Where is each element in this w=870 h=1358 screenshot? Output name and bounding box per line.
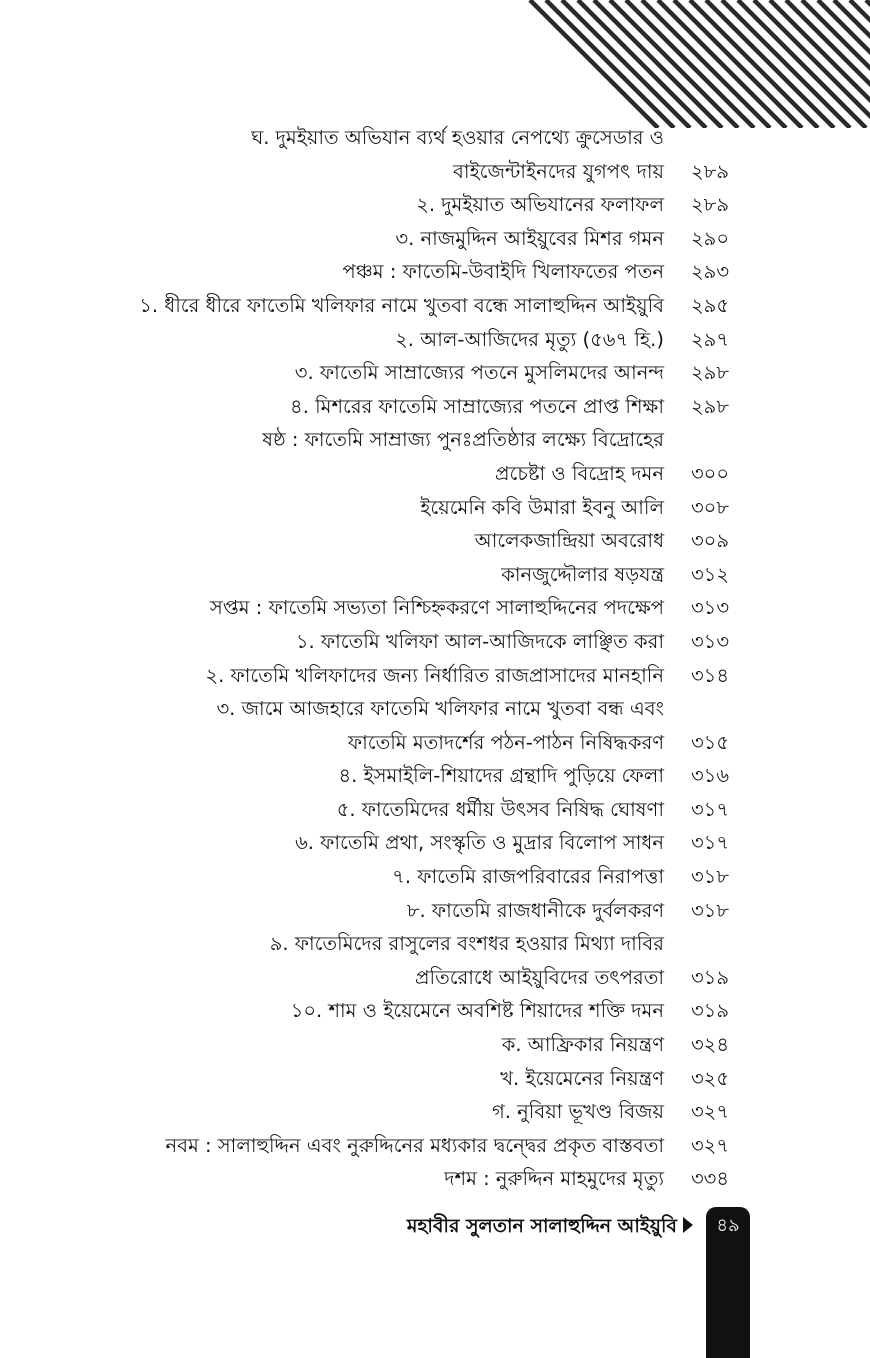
corner-stripe bbox=[610, 0, 738, 128]
toc-entry bbox=[0, 994, 870, 1028]
play-arrow-icon bbox=[683, 1217, 693, 1233]
toc-entry bbox=[0, 927, 870, 961]
corner-stripe bbox=[674, 0, 802, 128]
toc-entry-title: ৯. ফাতেমিদের রাসুলের বংশধর হওয়ার মিথ্যা দাবির bbox=[269, 932, 664, 956]
corner-stripe bbox=[626, 0, 754, 128]
toc-entry bbox=[0, 1028, 870, 1062]
toc-entry bbox=[0, 894, 870, 928]
toc-entry-page: ২৯৩ bbox=[691, 260, 730, 284]
toc-entry-page: ৩০০ bbox=[691, 461, 730, 485]
toc-entry-page: ৩০৯ bbox=[691, 529, 730, 553]
toc-entry-page: ৩১৬ bbox=[691, 764, 730, 788]
toc-entry-page: ২৮৯ bbox=[691, 193, 729, 217]
toc-entry bbox=[0, 860, 870, 894]
toc-entry-title: ৭. ফাতেমি রাজপরিবারের নিরাপত্তা bbox=[392, 865, 664, 889]
toc-entry-page: ৩১৭ bbox=[691, 797, 730, 821]
page-number-tab bbox=[706, 1207, 750, 1358]
corner-stripe bbox=[642, 0, 770, 128]
toc-entry bbox=[0, 692, 870, 726]
toc-entry-title: কানজুদ্দৌলার ষড়যন্ত্র bbox=[501, 562, 664, 586]
toc-entry bbox=[0, 323, 870, 357]
corner-stripe bbox=[546, 0, 674, 128]
corner-stripe bbox=[722, 0, 850, 128]
corner-stripe bbox=[594, 0, 722, 128]
corner-stripe bbox=[706, 0, 834, 128]
toc-entry-page: ৩০৮ bbox=[691, 495, 730, 519]
toc-entry bbox=[0, 1129, 870, 1163]
toc-entry-title: ফাতেমি মতাদর্শের পঠন-পাঠন নিষিদ্ধকরণ bbox=[347, 730, 664, 754]
toc-entry bbox=[0, 524, 870, 558]
toc-entry-title: ৬. ফাতেমি প্রথা, সংস্কৃতি ও মুদ্রার বিলোপ সাধন bbox=[295, 831, 664, 855]
toc-entry-page: ২৯৮ bbox=[691, 361, 729, 385]
toc-entry bbox=[0, 793, 870, 827]
toc-entry bbox=[0, 289, 870, 323]
toc-entry bbox=[0, 558, 870, 592]
toc-entry-title: ১. ফাতেমি খলিফা আল-আজিদকে লাঞ্ছিত করা bbox=[295, 629, 664, 653]
toc-entry-title: দশম : নুরুদ্দিন মাহমুদের মৃত্যু bbox=[444, 1167, 664, 1191]
toc-entry bbox=[0, 1162, 870, 1196]
toc-entry-page: ২৯৮ bbox=[691, 394, 729, 418]
toc-entry-title: পঞ্চম : ফাতেমি-উবাইদি খিলাফতের পতন bbox=[342, 260, 664, 284]
corner-stripe bbox=[690, 0, 818, 128]
toc-entry-title: ২. দুমইয়াত অভিযানের ফলাফল bbox=[416, 193, 664, 217]
toc-entry bbox=[0, 1095, 870, 1129]
toc-entry-title: বাইজেন্টাইনদের যুগপৎ দায় bbox=[453, 159, 664, 183]
toc-entry bbox=[0, 826, 870, 860]
toc-entry-title: খ. ইয়েমেনের নিয়ন্ত্রণ bbox=[500, 1066, 664, 1090]
toc-entry-page: ৩১৩ bbox=[691, 596, 730, 620]
toc-entry-page: ৩২৫ bbox=[691, 1066, 730, 1090]
toc-entry bbox=[0, 726, 870, 760]
toc-entry-page: ৩১৯ bbox=[691, 965, 729, 989]
toc-entry-page: ২৮৯ bbox=[691, 159, 729, 183]
toc-entry-title: প্রতিরোধে আইয়ুবিদের তৎপরতা bbox=[414, 965, 664, 989]
toc-entry-page: ২৯০ bbox=[691, 226, 730, 250]
toc-entry bbox=[0, 155, 870, 189]
corner-stripe bbox=[530, 0, 658, 128]
toc-entry-page: ২৯৭ bbox=[691, 327, 730, 351]
toc-entry bbox=[0, 625, 870, 659]
toc-entry-page: ৩১৯ bbox=[691, 999, 729, 1023]
toc-entry bbox=[0, 1062, 870, 1096]
toc-entry-page: ৩১৮ bbox=[691, 898, 729, 922]
page-number: ৪৯ bbox=[716, 1215, 740, 1236]
corner-stripe bbox=[738, 0, 866, 128]
corner-stripe bbox=[658, 0, 786, 128]
toc-entry-page: ৩১৪ bbox=[691, 663, 729, 687]
toc-entry-title: প্রচেষ্টা ও বিদ্রোহ দমন bbox=[494, 461, 664, 485]
toc-entry bbox=[0, 390, 870, 424]
toc-entry-page: ৩১৫ bbox=[691, 730, 729, 754]
toc-entry bbox=[0, 491, 870, 525]
toc-entry-page: ৩১৮ bbox=[691, 865, 729, 889]
toc-entry-title: ৪. ইসমাইলি-শিয়াদের গ্রন্থাদি পুড়িয়ে ফেলা bbox=[338, 764, 664, 788]
toc-entry bbox=[0, 188, 870, 222]
toc-entry-title: ৩. জামে আজহারে ফাতেমি খলিফার নামে খুতবা বন্ধ এবং bbox=[216, 697, 664, 721]
toc-entry-page: ৩১৩ bbox=[691, 629, 730, 653]
toc-entry bbox=[0, 356, 870, 390]
toc-entry-title: আলেকজান্দ্রিয়া অবরোধ bbox=[474, 529, 664, 553]
toc-entry bbox=[0, 121, 870, 155]
toc-entry-title: ৩. ফাতেমি সাম্রাজ্যের পতনে মুসলিমদের আনন্দ bbox=[294, 361, 664, 385]
corner-stripe bbox=[578, 0, 706, 128]
toc-entry bbox=[0, 457, 870, 491]
toc-entry bbox=[0, 961, 870, 995]
table-of-contents bbox=[0, 121, 870, 1196]
toc-entry bbox=[0, 591, 870, 625]
toc-entry-title: ক. আফ্রিকার নিয়ন্ত্রণ bbox=[501, 1033, 664, 1057]
toc-entry-title: ৪. মিশরের ফাতেমি সাম্রাজ্যের পতনে প্রাপ্ত শিক্ষা bbox=[290, 394, 664, 418]
toc-entry-title: ২. ফাতেমি খলিফাদের জন্য নির্ধারিত রাজপ্রাসাদের মানহানি bbox=[205, 663, 664, 687]
toc-entry-page: ৩২৪ bbox=[691, 1033, 730, 1057]
toc-entry-page: ৩৩৪ bbox=[691, 1167, 730, 1191]
toc-entry-title: সপ্তম : ফাতেমি সভ্যতা নিশ্চিহ্নকরণে সালাহুদ্দিনের পদক্ষেপ bbox=[209, 596, 664, 620]
toc-entry bbox=[0, 759, 870, 793]
toc-entry-page: ২৯৫ bbox=[691, 293, 729, 317]
toc-entry-title: ঘ. দুমইয়াত অভিযান ব্যর্থ হওয়ার নেপথ্যে ক্রুসেডার ও bbox=[251, 126, 664, 149]
toc-entry-title: ৩. নাজমুদ্দিন আইয়ুবের মিশর গমন bbox=[395, 226, 664, 250]
toc-entry-title: ৫. ফাতেমিদের ধর্মীয় উৎসব নিষিদ্ধ ঘোষণা bbox=[336, 797, 664, 821]
corner-stripe bbox=[562, 0, 690, 128]
toc-entry-page: ৩১২ bbox=[691, 562, 730, 586]
toc-entry-title: ২. আল-আজিদের মৃত্যু (৫৬৭ হি.) bbox=[395, 327, 664, 351]
toc-entry-title: ১০. শাম ও ইয়েমেনে অবশিষ্ট শিয়াদের শক্তি দমন bbox=[290, 999, 664, 1023]
toc-entry bbox=[0, 222, 870, 256]
toc-entry-title: গ. নুবিয়া ভূখণ্ড বিজয় bbox=[491, 1100, 664, 1124]
toc-entry bbox=[0, 423, 870, 457]
toc-entry-page: ৩২৭ bbox=[691, 1133, 730, 1157]
toc-entry-title: ৮. ফাতেমি রাজধানীকে দুর্বলকরণ bbox=[406, 898, 664, 922]
toc-entry bbox=[0, 659, 870, 693]
toc-entry-page: ৩২৭ bbox=[691, 1100, 730, 1124]
toc-entry-page: ৩১৭ bbox=[691, 831, 730, 855]
toc-entry-title: ষষ্ঠ : ফাতেমি সাম্রাজ্য পুনঃপ্রতিষ্ঠার লক্ষ্যে বিদ্রোহের bbox=[262, 428, 664, 452]
toc-entry-title: নবম : সালাহুদ্দিন এবং নুরুদ্দিনের মধ্যকার দ্বন্দ্বের প্রকৃত বাস্তবতা bbox=[165, 1133, 664, 1157]
toc-entry-title: ১. ধীরে ধীরে ফাতেমি খলিফার নামে খুতবা বন্ধে সালাহুদ্দিন আইয়ুবি bbox=[139, 293, 664, 317]
toc-entry bbox=[0, 255, 870, 289]
running-book-title: মহাবীর সুলতান সালাহুদ্দিন আইয়ুবি bbox=[406, 1215, 677, 1237]
corner-stripe-decoration bbox=[490, 0, 870, 128]
toc-entry-title: ইয়েমেনি কবি উমারা ইবনু আলি bbox=[420, 495, 664, 519]
